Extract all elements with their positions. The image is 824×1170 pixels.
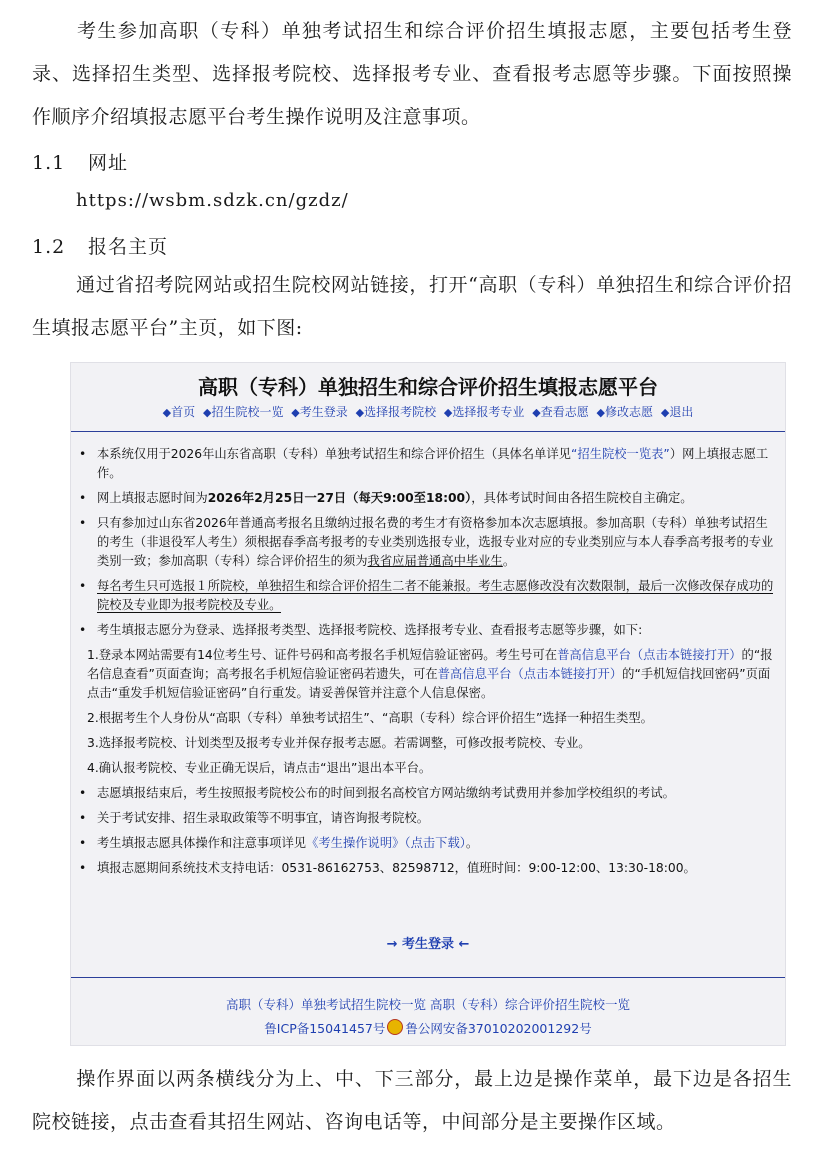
menu-select-major[interactable]: ◆选择报考专业 (443, 405, 525, 419)
diamond-icon: ◆ (660, 406, 670, 419)
menu-logout[interactable]: ◆退出 (660, 405, 694, 419)
step-item: 3.选择报考院校、计划类型及报考专业并保存报考志愿。若需调整，可修改报考院校、专业。 (87, 736, 591, 750)
notice-item: • 填报志愿期间系统技术支持电话：0531-86162753、82598712，值班时间：9:00-12:00、13:30-18:00。 (79, 861, 696, 875)
notice-item: • 本系统仅用于2026年山东省高职（专科）单独考试招生和综合评价招生（具体名单详见“招生院校一览表”）网上填报志愿工作。 (79, 447, 769, 480)
notice-item: • 只有参加过山东省2026年普通高考报名且缴纳过报名费的考生才有资格参加本次志愿填报。参加高职（专科）单独考试招生的考生（非退役军人考生）须根据春季高考报考的专业类别选报专业，选报专业对应的专业类别应与本人春季高考报考的专业类别一致；参加高职（专科）综合评价招生的须为我省应届普通高中毕业生。 (79, 516, 774, 568)
notice-item: • 考生填报志愿具体操作和注意事项详见《考生操作说明》（点击下载）。 (79, 836, 479, 850)
diamond-icon: ◆ (202, 406, 212, 419)
diamond-icon: ◆ (596, 406, 605, 419)
notice-item: • 每名考生只可选报１所院校，单独招生和综合评价招生二者不能兼报。考生志愿修改没有次数限制，最后一次修改保存成功的院校及专业即为报考院校及专业。 (79, 579, 774, 612)
icp-link[interactable]: 鲁ICP备15041457号 (264, 1021, 386, 1036)
section-1-1-heading: 1.1 网址 (32, 152, 129, 174)
step-item: 1.登录本网站需要有14位考生号、证件号码和高考报名手机短信验证密码。考生号可在普高信息平台（点击本链接打开）的“报名信息查看”页面查询；高考报名手机短信验证密码若遗失，可在普高信息平台（点击本链接打开）的“手机短信找回密码”页面点击“重发手机短信验证密码”自行重发。请妥善保管并注意个人信息保密。 (87, 648, 773, 700)
notice-item: • 网上填报志愿时间为2026年2月25日一27日（每天9:00至18:00），具体考试时间由各招生院校自主确定。 (79, 491, 693, 505)
section-1-2-heading: 1.2 报名主页 (32, 236, 169, 258)
diamond-icon: ◆ (355, 406, 365, 419)
menu-home[interactable]: ◆首页 (162, 405, 196, 419)
menu-edit-wishes[interactable]: ◆修改志愿 (596, 405, 654, 419)
puguo-platform-link[interactable]: 普高信息平台（点击本链接打开） (557, 648, 742, 662)
notice-item: • 志愿填报结束后，考生按照报考院校公布的时间到报名高校官方网站缴纳考试费用并参加学校组织的考试。 (79, 786, 675, 800)
diamond-icon: ◆ (532, 406, 541, 419)
footer-links (71, 995, 785, 1013)
menu-college-list[interactable]: ◆招生院校一览 (202, 405, 284, 419)
notice-item: • 关于考试安排、招生录取政策等不明事宜，请咨询报考院校。 (79, 811, 430, 825)
diamond-icon: ◆ (291, 406, 300, 419)
guide-download-link[interactable]: 《考生操作说明》（点击下载） (306, 836, 466, 850)
site-url[interactable]: https://wsbm.sdzk.cn/gzdz/ (76, 190, 349, 211)
portal-menu (71, 403, 785, 420)
student-login-link[interactable]: → 考生登录 ← (386, 937, 470, 952)
puguo-platform-link[interactable]: 普高信息平台（点击本链接打开） (437, 667, 623, 681)
footer-registration (71, 1019, 785, 1037)
menu-select-college[interactable]: ◆选择报考院校 (355, 405, 437, 419)
notice-item: • 考生填报志愿分为登录、选择报考类型、选择报考院校、选择报考专业、查看报考志愿等步骤，如下: (79, 623, 643, 637)
single-exam-college-list-link[interactable]: 高职（专科）单独考试招生院校一览 (225, 997, 426, 1012)
college-list-link[interactable]: “招生院校一览表” (570, 447, 670, 461)
portal-intro-paragraph: 通过省招考院网站或招生院校网站链接，打开“高职（专科）单独招生和综合评价招生填报志愿平台”主页，如下图: (32, 274, 792, 339)
notice-list (75, 445, 775, 884)
police-record-link[interactable]: 鲁公网安备37010202001292号 (405, 1021, 592, 1036)
menu-login[interactable]: ◆考生登录 (291, 405, 348, 419)
portal-screenshot (70, 362, 786, 1046)
bottom-divider (71, 977, 785, 978)
portal-title: 高职（专科）单独招生和综合评价招生填报志愿平台 (198, 375, 658, 399)
step-item: 2.根据考生个人身份从“高职（专科）单独考试招生”、“高职（专科）综合评价招生”选择一种招生类型。 (87, 711, 653, 725)
menu-view-wishes[interactable]: ◆查看志愿 (532, 405, 589, 419)
police-badge-icon (387, 1019, 403, 1035)
layout-description-paragraph: 操作界面以两条横线分为上、中、下三部分，最上边是操作菜单，最下边是各招生院校链接，点击查看其招生网站、咨询电话等，中间部分是主要操作区域。 (32, 1068, 792, 1133)
comprehensive-college-list-link[interactable]: 高职（专科）综合评价招生院校一览 (429, 997, 630, 1012)
intro-paragraph: 考生参加高职（专科）单独考试招生和综合评价招生填报志愿，主要包括考生登录、选择招生类型、选择报考院校、选择报考专业、查看报考志愿等步骤。下面按照操作顺序介绍填报志愿平台考生操作说明及注意事项。 (32, 20, 792, 128)
top-divider (71, 431, 785, 432)
step-item: 4.确认报考院校、专业正确无误后，请点击“退出”退出本平台。 (87, 761, 432, 775)
diamond-icon: ◆ (443, 406, 453, 419)
diamond-icon: ◆ (162, 406, 172, 419)
